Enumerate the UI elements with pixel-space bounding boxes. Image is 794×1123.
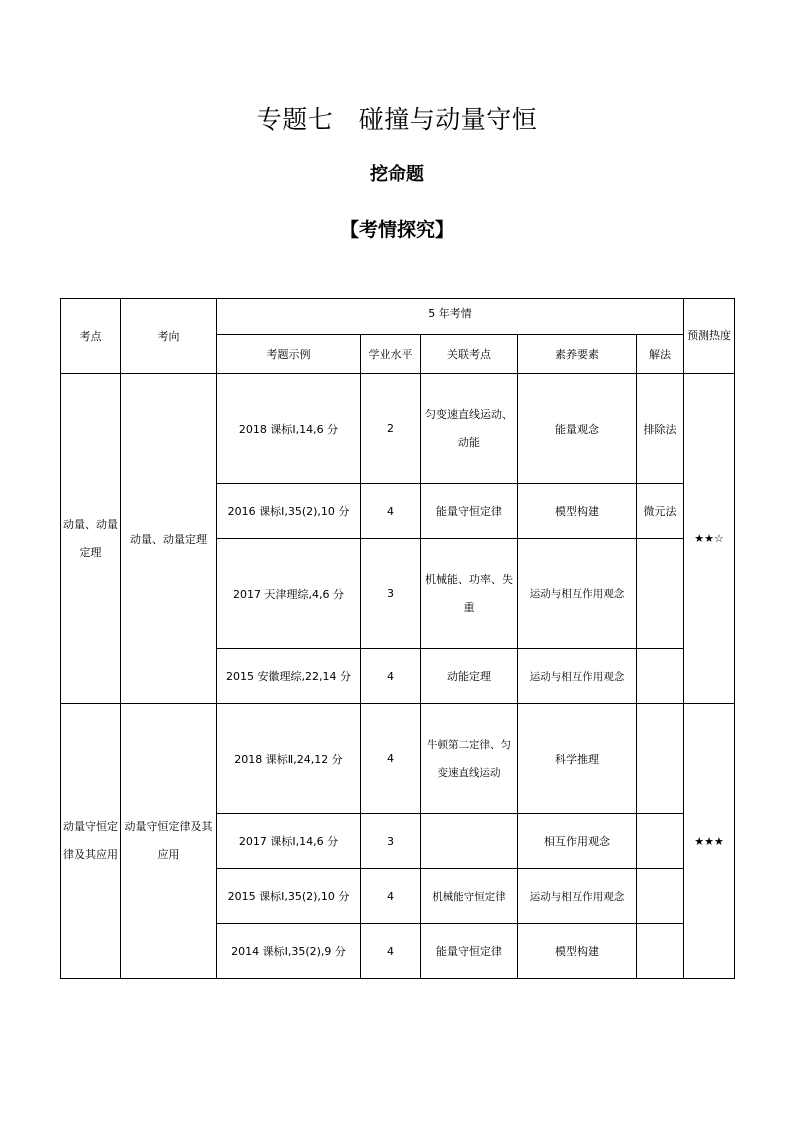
method-cell — [637, 814, 684, 869]
header-method: 解法 — [637, 335, 684, 374]
related-cell: 机械能守恒定律 — [421, 869, 518, 924]
literacy-cell: 相互作用观念 — [518, 814, 637, 869]
heat-rating: ★★★ — [684, 704, 735, 979]
kaodian-cell: 动量、动量定理 — [61, 374, 121, 704]
method-cell — [637, 704, 684, 814]
page-subtitle: 挖命题 — [370, 164, 424, 185]
related-cell: 机械能、功率、失重 — [421, 539, 518, 649]
section-heading: 【考情探究】 — [339, 219, 454, 241]
header-kaoxiang: 考向 — [121, 299, 217, 374]
kaoxiang-cell: 动量守恒定律及其应用 — [121, 704, 217, 979]
level-cell: 4 — [361, 924, 421, 979]
table-row — [61, 374, 735, 484]
header-level: 学业水平 — [361, 335, 421, 374]
level-cell: 4 — [361, 484, 421, 539]
literacy-cell: 运动与相互作用观念 — [518, 539, 637, 649]
heat-rating: ★★☆ — [684, 374, 735, 704]
level-cell: 3 — [361, 539, 421, 649]
literacy-cell: 模型构建 — [518, 484, 637, 539]
example-cell: 2014 课标Ⅰ,35(2),9 分 — [217, 924, 361, 979]
page-title: 专题七 碰撞与动量守恒 — [256, 105, 538, 134]
method-cell — [637, 869, 684, 924]
method-cell: 排除法 — [637, 374, 684, 484]
level-cell: 4 — [361, 869, 421, 924]
literacy-cell: 运动与相互作用观念 — [518, 649, 637, 704]
related-cell: 匀变速直线运动、动能 — [421, 374, 518, 484]
header-example: 考题示例 — [217, 335, 361, 374]
related-cell — [421, 814, 518, 869]
example-cell: 2017 天津理综,4,6 分 — [217, 539, 361, 649]
related-cell: 能量守恒定律 — [421, 924, 518, 979]
header-five-year: 5 年考情 — [217, 299, 684, 335]
literacy-cell: 能量观念 — [518, 374, 637, 484]
level-cell: 2 — [361, 374, 421, 484]
example-cell: 2018 课标Ⅱ,24,12 分 — [217, 704, 361, 814]
related-cell: 动能定理 — [421, 649, 518, 704]
method-cell — [637, 924, 684, 979]
literacy-cell: 科学推理 — [518, 704, 637, 814]
header-literacy: 素养要素 — [518, 335, 637, 374]
method-cell: 微元法 — [637, 484, 684, 539]
literacy-cell: 运动与相互作用观念 — [518, 869, 637, 924]
example-cell: 2015 课标Ⅰ,35(2),10 分 — [217, 869, 361, 924]
table-row — [61, 704, 735, 814]
level-cell: 4 — [361, 704, 421, 814]
related-cell: 牛顿第二定律、匀变速直线运动 — [421, 704, 518, 814]
header-related: 关联考点 — [421, 335, 518, 374]
related-cell: 能量守恒定律 — [421, 484, 518, 539]
example-cell: 2017 课标Ⅰ,14,6 分 — [217, 814, 361, 869]
method-cell — [637, 649, 684, 704]
level-cell: 4 — [361, 649, 421, 704]
literacy-cell: 模型构建 — [518, 924, 637, 979]
example-cell: 2016 课标Ⅰ,35(2),10 分 — [217, 484, 361, 539]
example-cell: 2018 课标Ⅰ,14,6 分 — [217, 374, 361, 484]
header-kaodian: 考点 — [61, 299, 121, 374]
kaodian-cell: 动量守恒定律及其应用 — [61, 704, 121, 979]
level-cell: 3 — [361, 814, 421, 869]
example-cell: 2015 安徽理综,22,14 分 — [217, 649, 361, 704]
exam-analysis-table — [60, 298, 735, 979]
method-cell — [637, 539, 684, 649]
kaoxiang-cell: 动量、动量定理 — [121, 374, 217, 704]
header-predict: 预测热度 — [684, 299, 735, 374]
